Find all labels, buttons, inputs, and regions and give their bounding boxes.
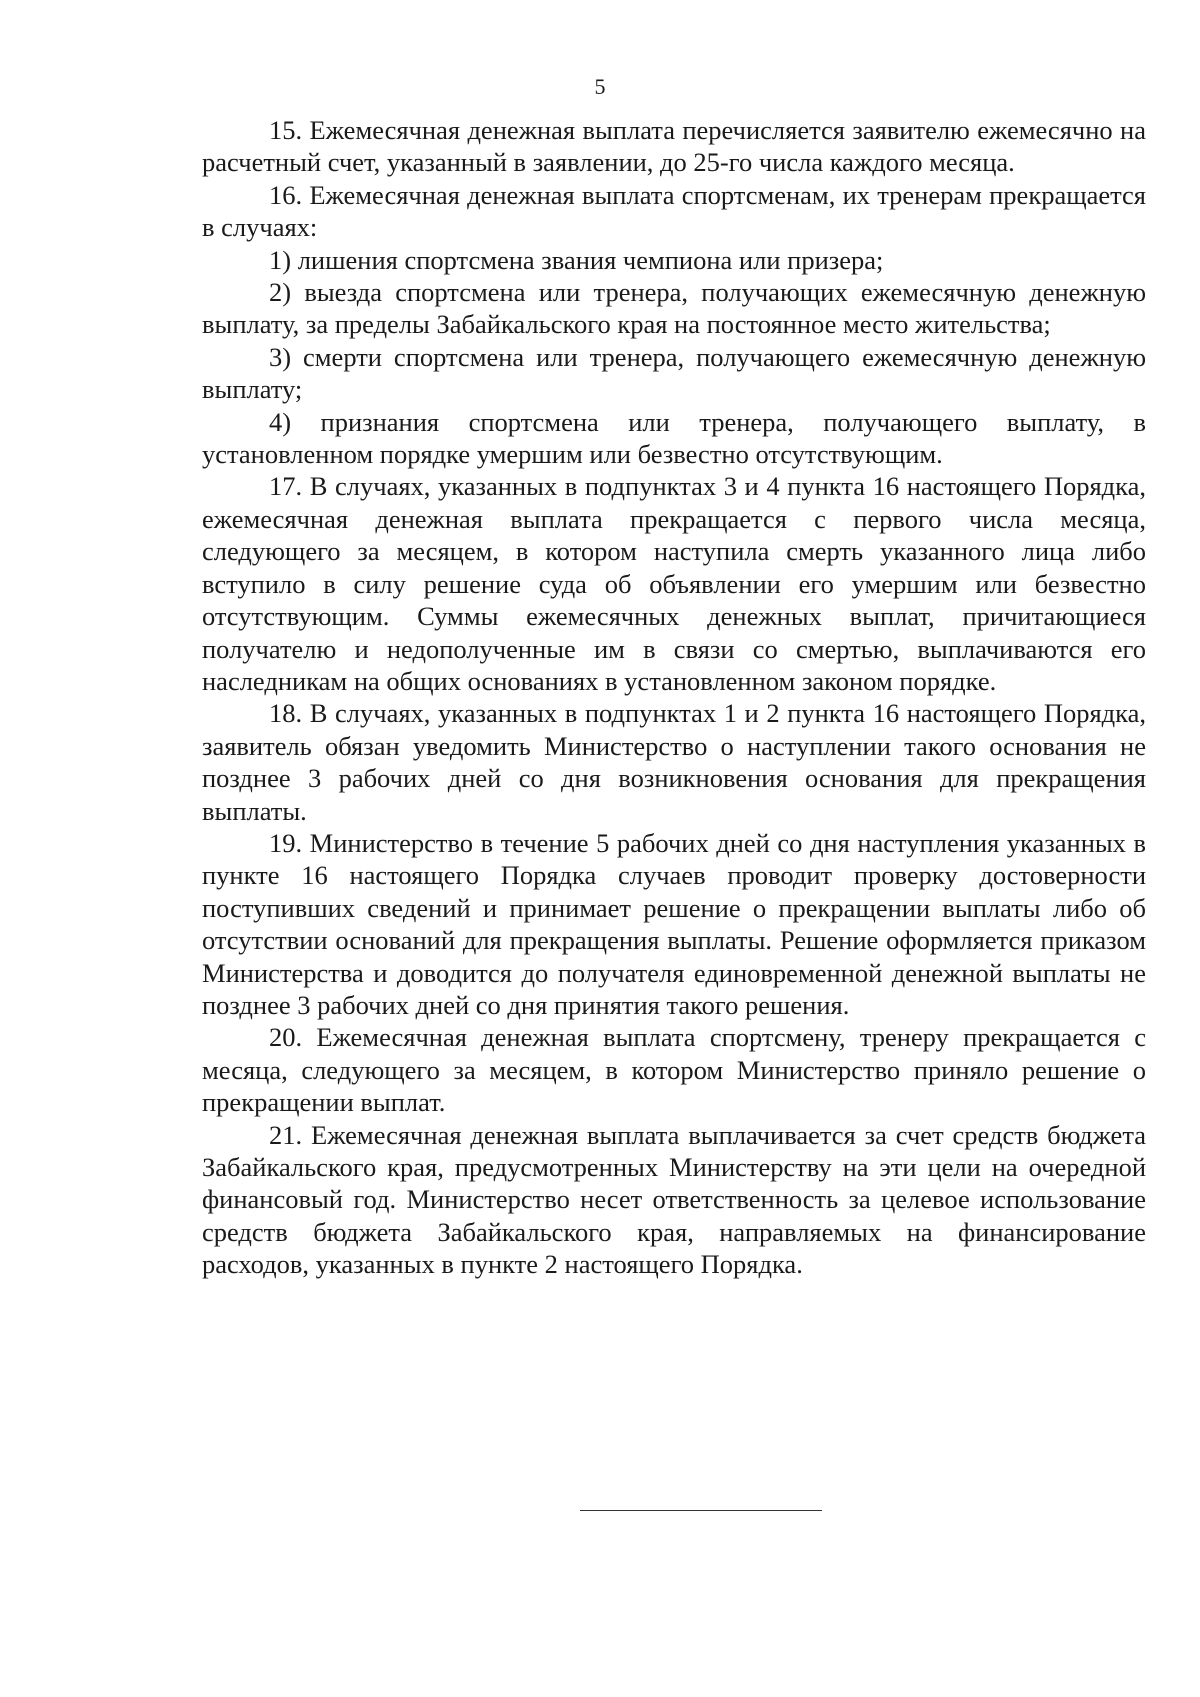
paragraph-17: 17. В случаях, указанных в подпунктах 3 и 4 пункта 16 настоящего Порядка, ежемесячная денежная выплата прекращается с первого числа месяца, следующего за месяцем, в котором наступила смерть указанного лица либо вступило в силу решение суда об объявлении его умершим или безвестно отсутствующим. Суммы ежемесячных денежных выплат, причитающиеся получателю и недополученные им в связи со смертью, выплачиваются его наследникам на общих основаниях в установленном законом порядке. xyxy=(202,471,1146,696)
paragraph-15: 15. Ежемесячная денежная выплата перечисляется заявителю ежемесячно на расчетный счет, указанный в заявлении, до 25-го числа каждого месяца. xyxy=(202,115,1146,178)
paragraph-19: 19. Министерство в течение 5 рабочих дней со дня наступления указанных в пункте 16 настоящего Порядка случаев проводит проверку достоверности поступивших сведений и принимает решение о прекращении выплаты либо об отсутствии оснований для прекращения выплаты. Решение оформляется приказом Министерства и доводится до получателя единовременной денежной выплаты не позднее 3 рабочих дней со дня принятия такого решения. xyxy=(202,827,1146,1020)
paragraph-16-item-1: 1) лишения спортсмена звания чемпиона или призера; xyxy=(269,244,884,275)
paragraph-18: 18. В случаях, указанных в подпунктах 1 и 2 пункта 16 настоящего Порядка, заявитель обязан уведомить Министерство о наступлении такого основания не позднее 3 рабочих дней со дня возникновения основания для прекращения выплаты. xyxy=(202,698,1146,826)
paragraph-16: 16. Ежемесячная денежная выплата спортсменам, их тренерам прекращается в случаях: xyxy=(202,179,1146,243)
end-of-document-rule xyxy=(580,1510,822,1511)
paragraph-16-item-2: 2) выезда спортсмена или тренера, получающих ежемесячную денежную выплату, за пределы Забайкальского края на постоянное место жительства; xyxy=(202,277,1146,340)
paragraph-21: 21. Ежемесячная денежная выплата выплачивается за счет средств бюджета Забайкальского края, предусмотренных Министерству на эти цели на очередной финансовый год. Министерство несет ответственность за целевое использование средств бюджета Забайкальского края, направляемых на финансирование расходов, указанных в пункте 2 настоящего Порядка. xyxy=(202,1119,1146,1280)
page-number: 5 xyxy=(594,74,606,99)
paragraph-20: 20. Ежемесячная денежная выплата спортсмену, тренеру прекращается с месяца, следующего за месяцем, в котором Министерство приняло решение о прекращении выплат. xyxy=(202,1022,1146,1118)
paragraph-16-item-4: 4) признания спортсмена или тренера, получающего выплату, в установленном порядке умершим или безвестно отсутствующим. xyxy=(202,406,1146,470)
paragraph-16-item-3: 3) смерти спортсмена или тренера, получающего ежемесячную денежную выплату; xyxy=(202,341,1146,405)
document-body xyxy=(202,114,1146,1281)
